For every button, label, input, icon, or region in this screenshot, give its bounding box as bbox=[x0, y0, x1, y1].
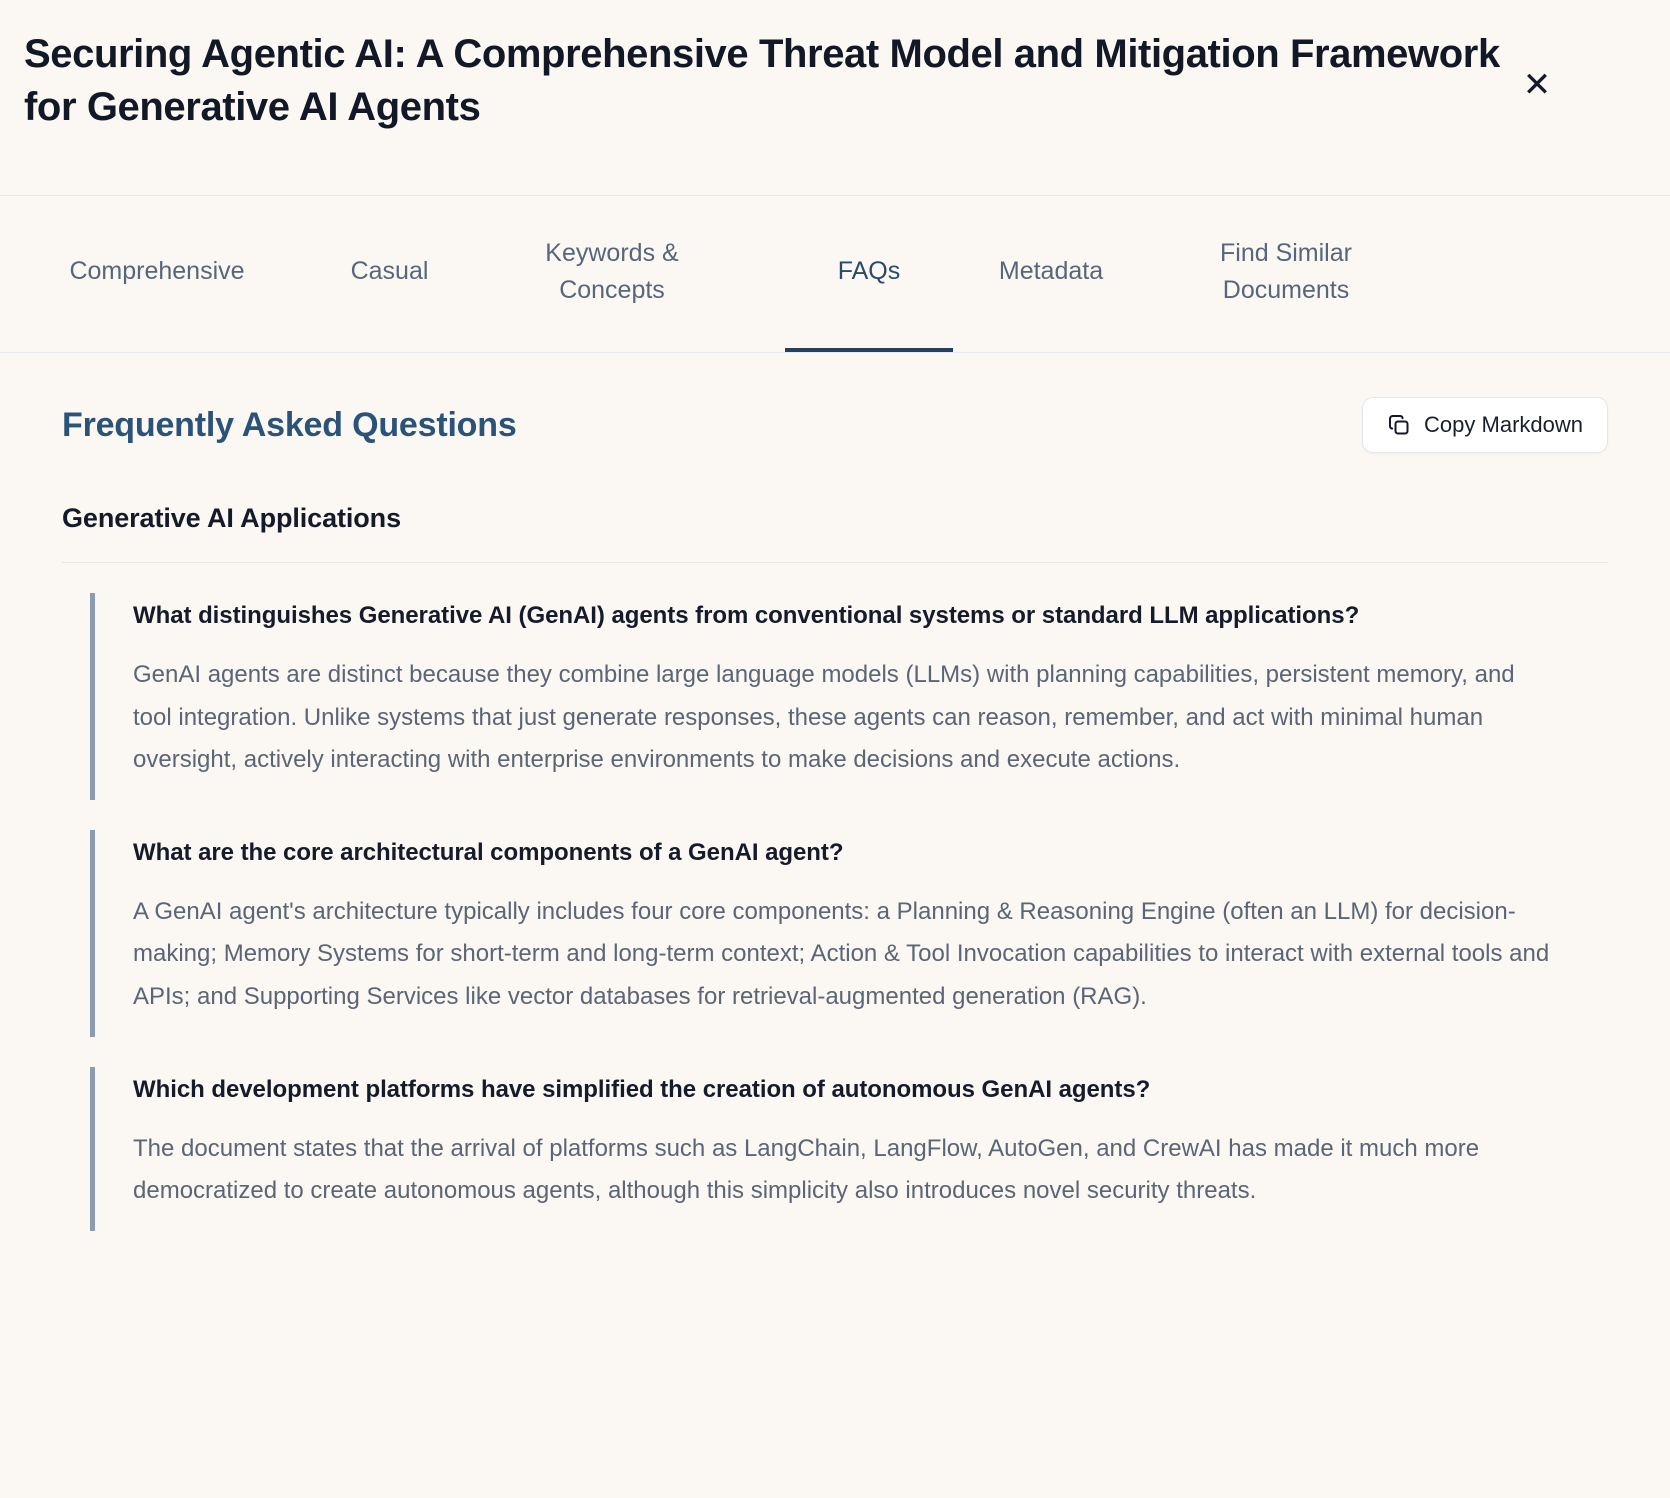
close-icon[interactable]: ✕ bbox=[1514, 62, 1560, 108]
faq-group bbox=[62, 503, 1608, 1231]
copy-markdown-button[interactable] bbox=[1362, 397, 1608, 453]
tab-bar bbox=[0, 196, 1670, 353]
copy-icon bbox=[1387, 413, 1411, 437]
tab-metadata[interactable]: Metadata bbox=[961, 196, 1141, 352]
faq-panel-header bbox=[62, 397, 1608, 453]
tab-comprehensive[interactable]: Comprehensive bbox=[52, 196, 262, 352]
page-title: Securing Agentic AI: A Comprehensive Threat Model and Mitigation Framework for Generative AI Agents bbox=[24, 32, 1500, 129]
copy-markdown-label: Copy Markdown bbox=[1424, 412, 1583, 437]
section-title: Frequently Asked Questions bbox=[62, 405, 517, 444]
tab-keywords-concepts[interactable]: Keywords & Concepts bbox=[517, 196, 707, 352]
faq-item[interactable] bbox=[90, 1067, 1608, 1231]
faq-question: What are the core architectural components of a GenAI agent? bbox=[133, 838, 844, 866]
divider bbox=[62, 562, 1608, 563]
faq-group-title: Generative AI Applications bbox=[62, 503, 401, 533]
faq-item[interactable] bbox=[90, 593, 1608, 800]
tab-casual[interactable]: Casual bbox=[307, 196, 472, 352]
faq-question: What distinguishes Generative AI (GenAI) agents from conventional systems or standard LLM applications? bbox=[133, 602, 1360, 629]
faq-panel bbox=[0, 353, 1670, 1498]
tab-faqs[interactable]: FAQs bbox=[785, 196, 953, 352]
tab-find-similar-documents[interactable]: Find Similar Documents bbox=[1186, 196, 1386, 352]
faq-list bbox=[62, 593, 1608, 1231]
faq-answer: The document states that the arrival of platforms such as LangChain, LangFlow, AutoGen, and CrewAI has made it much more democratized to create autonomous agents, although this simplicity also introduces novel security threats. bbox=[133, 1134, 1480, 1205]
faq-item[interactable] bbox=[90, 830, 1608, 1037]
faq-answer: A GenAI agent's architecture typically includes four core components: a Planning & Reasoning Engine (often an LLM) for decision-making; Memory Systems for short-term and long-term context; Action & Tool Invocation capabilities to interact with external tools and APIs; and Supporting Services like vector databases for retrieval-augmented generation (RAG). bbox=[133, 897, 1550, 1011]
faq-answer: GenAI agents are distinct because they combine large language models (LLMs) with planning capabilities, persistent memory, and tool integration. Unlike systems that just generate responses, these agents can reason, remember, and act with minimal human oversight, actively interacting with enterprise environments to make decisions and execute actions. bbox=[133, 660, 1515, 774]
faq-question: Which development platforms have simplified the creation of autonomous GenAI agents? bbox=[133, 1075, 1151, 1103]
modal-header bbox=[0, 0, 1670, 196]
